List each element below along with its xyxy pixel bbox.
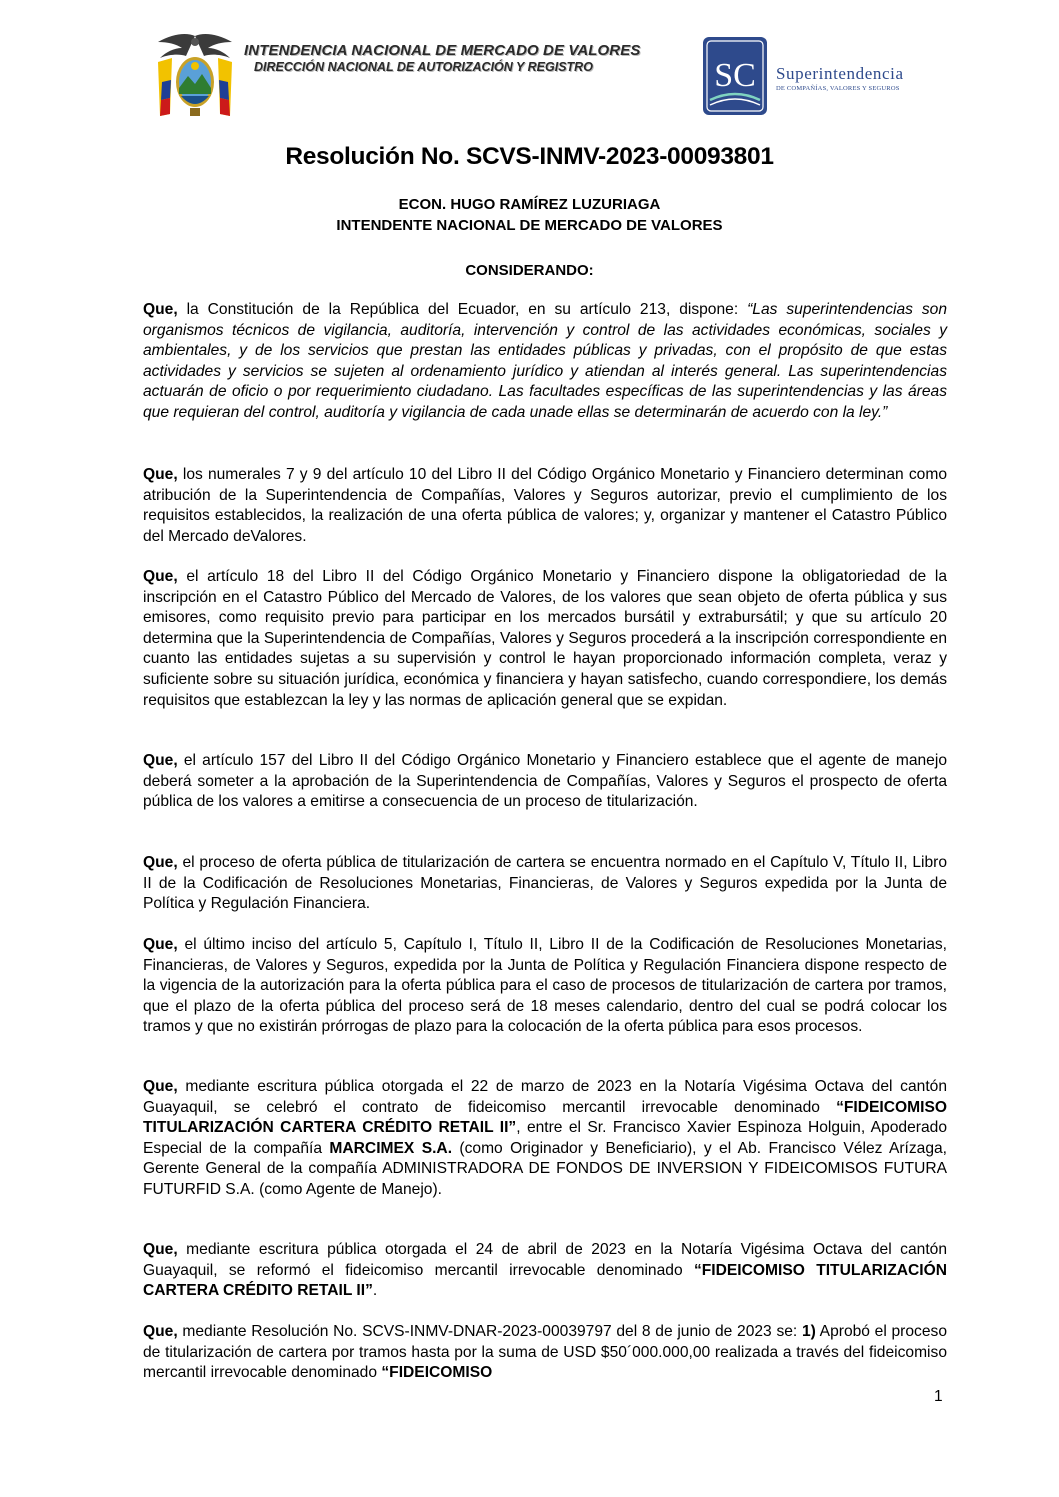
paragraph-lead: Que, bbox=[143, 1241, 178, 1258]
resolution-title: Resolución No. SCVS-INMV-2023-00093801 bbox=[285, 143, 774, 170]
paragraph-lead: Que, bbox=[143, 752, 178, 769]
paragraph-lead: Que, bbox=[143, 301, 178, 318]
paragraph-lead: Que, bbox=[143, 854, 178, 871]
superintendencia-logo-icon bbox=[702, 36, 768, 116]
considerando-heading: CONSIDERANDO: bbox=[465, 262, 594, 279]
paragraph-lead: Que, bbox=[143, 466, 178, 483]
paragraph-text: el proceso de oferta pública de titularización de cartera se encuentra normado en el Capítulo V, Título II, Libro II de la Codificación de Resoluciones Monetarias, Financieras, de Valores y Seguros expedida por la Junta de Política y Regulación Financiera. bbox=[143, 854, 947, 913]
paragraph-text: la Constitución de la República del Ecuador, en su artículo 213, dispone: bbox=[177, 301, 748, 318]
paragraph-lead: Que, bbox=[143, 936, 178, 953]
agency-name: INTENDENCIA NACIONAL DE MERCADO DE VALORES bbox=[244, 42, 641, 59]
paragraph-1 bbox=[143, 300, 947, 424]
paragraph-text: mediante escritura pública otorgada el 22 de marzo de 2023 en la Notaría Vigésima Octava del cantón Guayaquil, se celebró el contrato de fideicomiso mercantil irrevocable denominado bbox=[143, 1078, 947, 1116]
agency-heading bbox=[244, 42, 640, 74]
paragraph-text: los numerales 7 y 9 del artículo 10 del Libro II del Código Orgánico Monetario y Financiero determinan como atribución de la Superintendencia de Compañías, Valores y Seguros autorizar, previo el cumplimiento de los requisitos establecidos, la realización de una oferta pública de valores; y, organizar y mantener el Catastro Público del Mercado deValores. bbox=[143, 466, 947, 545]
superintendencia-name: Superintendencia bbox=[776, 64, 904, 83]
letterhead bbox=[146, 28, 936, 128]
official-position: INTENDENTE NACIONAL DE MERCADO DE VALORES bbox=[336, 217, 723, 234]
paragraph-lead: Que, bbox=[143, 568, 178, 585]
paragraph-4 bbox=[143, 751, 947, 813]
paragraph-3 bbox=[143, 567, 947, 711]
paragraph-8 bbox=[143, 1240, 947, 1302]
paragraph-text: el artículo 18 del Libro II del Código Orgánico Monetario y Financiero dispone la obligatoriedad de la inscripción en el Catastro Público del Mercado de Valores, de los valores que sean objeto de oferta pública y sus emisores, como requisito previo para participar en los mercados bursátil y extrabursátil; y que su artículo 20 determina que la Superintendencia de Compañías, Valores y Seguros procederá a la inscripción correspondiente en cuanto las entidades sujetas a su supervisión y control le hayan proporcionado información completa, veraz y suficiente sobre su situación jurídica, económica y financiera y hayan satisfecho, cuando correspondiere, los demás requisitos que establezcan la ley y las normas de aplicación general que se expidan. bbox=[143, 568, 947, 709]
paragraph-text: mediante escritura pública otorgada el 24 de abril de 2023 en la Notaría Vigésima Octava del cantón Guayaquil, se reformó el fideicomiso mercantil irrevocable denominado bbox=[143, 1241, 947, 1279]
paragraph-5 bbox=[143, 853, 947, 915]
agency-department: DIRECCIÓN NACIONAL DE AUTORIZACIÓN Y REGISTRO bbox=[254, 60, 593, 74]
svg-text:SC: SC bbox=[714, 57, 756, 94]
official-name: ECON. HUGO RAMÍREZ LUZURIAGA bbox=[398, 196, 661, 213]
paragraph-lead: Que, bbox=[143, 1078, 178, 1095]
page-number: 1 bbox=[934, 1388, 943, 1405]
item-number: 1) bbox=[801, 1323, 816, 1340]
paragraph-9 bbox=[143, 1322, 947, 1384]
paragraph-text: mediante Resolución No. SCVS-INMV-DNAR-2023-00039797 del 8 de junio de 2023 se: bbox=[177, 1323, 802, 1340]
paragraph-text: el artículo 157 del Libro II del Código Orgánico Monetario y Financiero establece que el agente de manejo deberá someter a la aprobación de la Superintendencia de Compañías, Valores y Seguros el prospecto de oferta pública de los valores a emitirse a consecuencia de un proceso de titularización. bbox=[143, 752, 947, 811]
paragraph-text: . bbox=[372, 1282, 378, 1300]
company-name: MARCIMEX S.A. bbox=[329, 1139, 453, 1157]
paragraph-lead: Que, bbox=[143, 1323, 178, 1340]
superintendencia-subtitle: DE COMPAÑÍAS, VALORES Y SEGUROS bbox=[776, 85, 900, 92]
trust-name: “FIDEICOMISO TITULARIZACIÓN CARTERA CRÉDITO RETAIL II” bbox=[143, 1098, 947, 1137]
trust-name: “FIDEICOMISO bbox=[381, 1364, 493, 1382]
paragraph-text: , entre el Sr. Francisco Xavier Espinoza Holguin, Apoderado Especial de la compañía bbox=[143, 1119, 947, 1157]
paragraph-2 bbox=[143, 465, 947, 547]
paragraph-7 bbox=[143, 1077, 947, 1201]
trust-name: “FIDEICOMISO TITULARIZACIÓN CARTERA CRÉDITO RETAIL II” bbox=[143, 1261, 947, 1300]
paragraph-text: Aprobó el proceso de titularización de cartera por tramos hasta por la suma de USD $50´000.000,00 realizada a través del fideicomiso mercantil irrevocable denominado bbox=[143, 1323, 947, 1382]
superintendencia-wordmark bbox=[776, 64, 904, 92]
constitution-quote: “Las superintendencias son organismos técnicos de vigilancia, auditoría, intervención y control de las actividades económicas, sociales y ambientales, y de los servicios que prestan las entidades públicas y privadas, con el propósito de que estas actividades y servicios se sujeten al ordenamiento jurídico y atiendan al interés general. Las superintendencias actuarán de oficio o por requerimiento ciudadano. Las facultades específicas de las superintendencias y las áreas que requieran del control, auditoría y vigilancia de cada unade ellas se determinarán de acuerdo con la ley.” bbox=[143, 301, 947, 421]
paragraph-6 bbox=[143, 935, 947, 1038]
paragraph-text: el último inciso del artículo 5, Capítulo I, Título II, Libro II de la Codificación de Resoluciones Monetarias, Financieras, de Valores y Seguros, expedida por la Junta de Política y Regulación Financiera dispone respecto de la vigencia de la autorización para la oferta pública para el caso de procesos de titularización de cartera por tramos, que el plazo de la oferta pública del proceso será de 18 meses calendario, dentro del cual se podrá colocar los tramos y que no existirán prórrogas de plazo para la colocación de la oferta pública para esos procesos. bbox=[143, 936, 947, 1036]
paragraph-text: (como Originador y Beneficiario), y el Ab. Francisco Vélez Arízaga, Gerente General de la compañía ADMINISTRADORA DE FONDOS DE INVERSION Y FIDEICOMISOS FUTURA FUTURFID S.A. (como Agente de Manejo). bbox=[143, 1139, 948, 1198]
ecuador-coat-of-arms-icon bbox=[152, 32, 238, 120]
